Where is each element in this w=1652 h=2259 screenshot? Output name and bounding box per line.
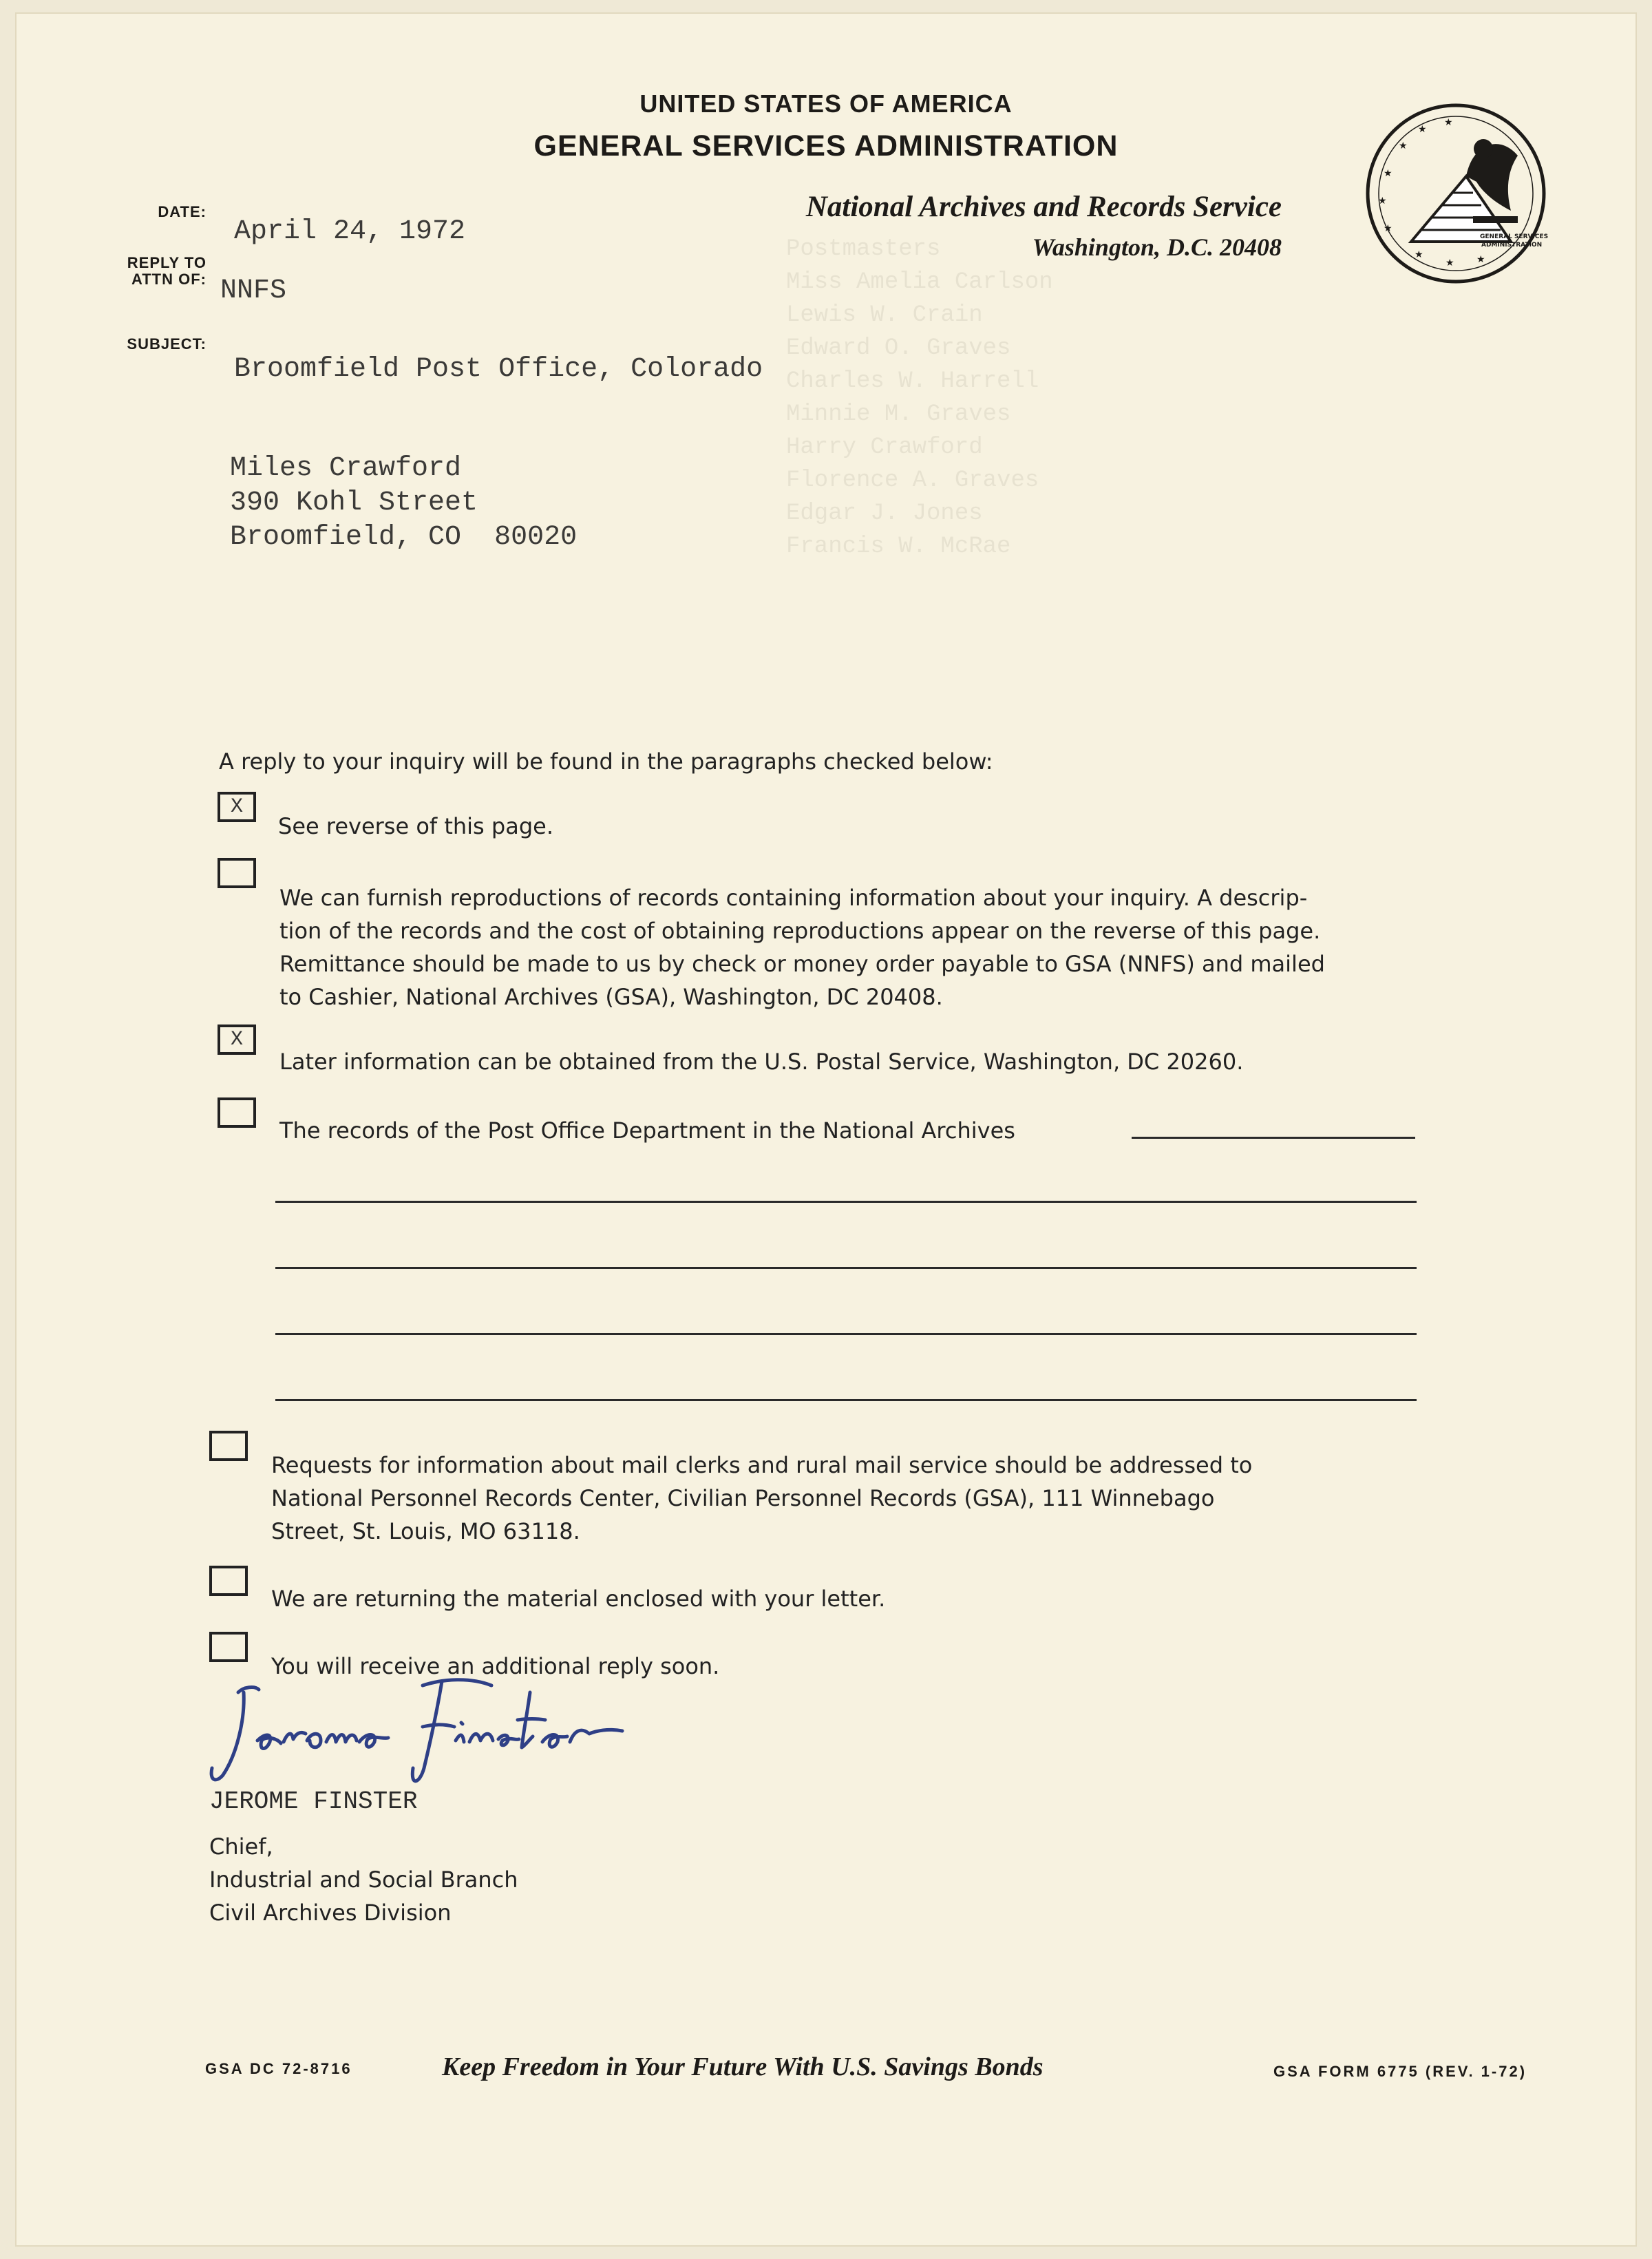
recipient-name: Miles Crawford [230, 453, 462, 484]
recipient-city: Broomfield, CO 80020 [230, 522, 578, 553]
gsa-seal-logo [1363, 101, 1549, 286]
attn-of-label: ATTN OF: [131, 271, 206, 288]
svg-text:ADMINISTRATION: ADMINISTRATION [1481, 242, 1543, 249]
checkbox-reproductions[interactable] [218, 858, 256, 888]
checkbox-additional-reply[interactable] [209, 1632, 248, 1662]
checkbox-see-reverse[interactable]: X [218, 792, 256, 822]
signer-name: JEROME FINSTER [209, 1787, 418, 1816]
svg-text:★: ★ [1476, 254, 1485, 265]
option-additional-reply: You will receive an additional reply soon. [271, 1653, 720, 1679]
footer-form-number: GSA FORM 6775 (REV. 1-72) [1273, 2063, 1527, 2080]
date-label: DATE: [158, 203, 206, 220]
option-reproductions-line-4: to Cashier, National Archives (GSA), Washington, DC 20408. [279, 984, 943, 1010]
option-post-office-records: The records of the Post Office Department in the National Archives [279, 1117, 1015, 1144]
svg-text:★: ★ [1415, 249, 1423, 260]
option-mail-clerks-line-1: Requests for information about mail clerks and rural mail service should be addressed to [271, 1452, 1253, 1478]
signer-title-2: Industrial and Social Branch [209, 1867, 518, 1893]
recipient-street: 390 Kohl Street [230, 487, 478, 518]
fill-in-line [1132, 1137, 1415, 1139]
date-value: April 24, 1972 [234, 216, 466, 247]
option-mail-clerks-line-2: National Personnel Records Center, Civilian Personnel Records (GSA), 111 Winnebago [271, 1485, 1215, 1511]
option-reproductions-line-2: tion of the records and the cost of obtaining reproductions appear on the reverse of this page. [279, 918, 1321, 944]
svg-text:★: ★ [1418, 124, 1427, 135]
signer-title-3: Civil Archives Division [209, 1900, 452, 1926]
fill-in-line [275, 1399, 1417, 1401]
agency-heading: GENERAL SERVICES ADMINISTRATION [533, 129, 1119, 162]
svg-text:★: ★ [1446, 258, 1454, 269]
letter-sheet [15, 12, 1637, 2247]
svg-text:★: ★ [1378, 196, 1387, 207]
option-returning-material: We are returning the material enclosed with your letter. [271, 1586, 886, 1612]
service-heading: National Archives and Records Service [805, 191, 1282, 223]
subject-label: SUBJECT: [127, 335, 206, 353]
location-heading: Washington, D.C. 20408 [1032, 233, 1282, 261]
reply-value: NNFS [220, 275, 287, 306]
checkbox-postal-service[interactable]: X [218, 1025, 256, 1055]
checkbox-post-office-records[interactable] [218, 1097, 256, 1128]
signer-title-1: Chief, [209, 1834, 273, 1860]
checkbox-mail-clerks[interactable] [209, 1431, 248, 1461]
option-postal-service: Later information can be obtained from the U.S. Postal Service, Washington, DC 20260. [279, 1049, 1244, 1075]
svg-text:GENERAL SERVICES: GENERAL SERVICES [1480, 233, 1549, 240]
subject-value: Broomfield Post Office, Colorado [234, 354, 763, 385]
fill-in-line [275, 1201, 1417, 1203]
reply-intro: A reply to your inquiry will be found in the paragraphs checked below: [219, 748, 993, 775]
svg-text:★: ★ [1384, 168, 1392, 179]
option-reproductions-line-1: We can furnish reproductions of records containing information about your inquiry. A descrip- [279, 885, 1308, 911]
option-mail-clerks-line-3: Street, St. Louis, MO 63118. [271, 1518, 580, 1544]
handwritten-signature [195, 1665, 677, 1796]
footer-form-code: GSA DC 72-8716 [205, 2060, 352, 2077]
svg-text:★: ★ [1384, 223, 1392, 234]
option-see-reverse: See reverse of this page. [278, 813, 553, 839]
option-reproductions-line-3: Remittance should be made to us by check or money order payable to GSA (NNFS) and mailed [279, 951, 1325, 977]
reply-to-label: REPLY TO [127, 254, 206, 271]
bleed-through-text: Postmasters Miss Amelia Carlson Lewis W. Crain Edward O. Graves Charles W. Harrell Minnie M. Graves Harry Crawford Florence A. Graves Edgar J. Jones Francis W. McRae [786, 236, 1053, 560]
fill-in-line [275, 1333, 1417, 1335]
fill-in-line [275, 1267, 1417, 1269]
svg-text:★: ★ [1444, 117, 1453, 128]
footer-slogan: Keep Freedom in Your Future With U.S. Savings Bonds [442, 2052, 1044, 2081]
checkbox-returning-material[interactable] [209, 1566, 248, 1596]
svg-text:★: ★ [1399, 140, 1408, 151]
country-heading: UNITED STATES OF AMERICA [639, 90, 1013, 118]
